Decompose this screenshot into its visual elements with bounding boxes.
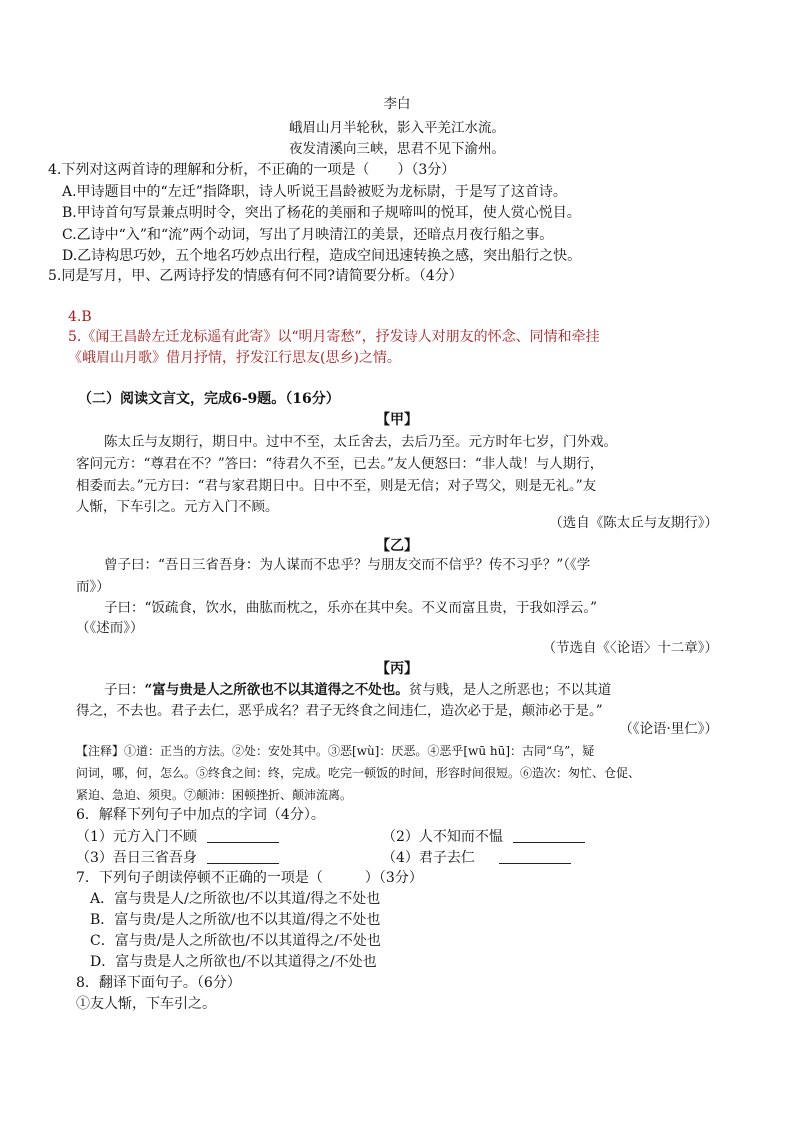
answer-5-line-1: 5.《闻王昌龄左迁龙标遥有此寄》以“明月寄愁”，抒发诗人对朋友的怀念、同情和牵挂 xyxy=(68,329,600,345)
question-7-stem: 7．下列句子朗读停顿不正确的一项是（ ）（3分） xyxy=(76,870,423,886)
passage-bing-source: （《论语·里仁》） xyxy=(619,721,718,737)
question-6-item-3-text: （3）吾日三省吾身 xyxy=(76,850,197,866)
poem-author: 李白 xyxy=(383,96,411,112)
passage-bing-line-1 xyxy=(104,682,611,698)
passage-yi-line: 曾子曰：“吾日三省吾身：为人谋而不忠乎？与朋友交而不信乎？传不习乎？”（《学 xyxy=(104,557,591,573)
question-6-stem: 6．解释下列句子中加点的字词（4分）。 xyxy=(76,807,325,823)
question-6-item-2-text: （2）人不知而不愠 xyxy=(382,829,503,845)
passage-jia-line: 客问元方：“尊君在不？”答曰：“待君久不至，已去。”友人便怒曰：“非人哉！与人期行， xyxy=(76,456,604,472)
passage-yi-line: （《述而》） xyxy=(76,620,144,636)
poem-line-1: 峨眉山月半轮秋，影入平羌江水流。 xyxy=(289,120,505,136)
question-6-item-1 xyxy=(76,828,279,846)
passage-yi-line: 而》） xyxy=(76,579,110,595)
question-4-option-a: A.甲诗题目中的“左迁”指降职，诗人听说王昌龄被贬为龙标尉，于是写了这首诗。 xyxy=(62,184,567,200)
question-6-item-2 xyxy=(382,828,585,846)
passage-bing-speaker: 子曰： xyxy=(104,682,145,698)
passage-bing-mark: 【丙】 xyxy=(376,661,418,677)
notes-line-2: 问词，哪，何，怎么。⑤终食之间：终，完成。吃完一顿饭的时间，形容时间很短。⑥造次：匆忙、仓促、 xyxy=(76,766,641,780)
passage-jia-line: 相委而去。”元方曰：“君与家君期日中。日中不至，则是无信；对子骂父，则是无礼。”友 xyxy=(76,478,597,494)
passage-jia-source: （选自《陈太丘与友期行》） xyxy=(549,515,718,531)
question-4-option-c: C.乙诗中“入”和“流”两个动词，写出了月映清江的美景，还暗点月夜行船之事。 xyxy=(62,227,554,243)
notes-line-1: 【注释】①道：正当的方法。②处：安处其中。③恶[wù]：厌恶。④恶乎[wū hū]：古同“乌”，疑 xyxy=(76,744,595,758)
question-8-stem: 8．翻译下面句子。（6分） xyxy=(76,975,241,991)
question-4-option-d: D.乙诗构思巧妙，五个地名巧妙点出行程，造成空间迅速转换之感，突出船行之快。 xyxy=(62,248,582,264)
answer-blank[interactable] xyxy=(499,849,571,864)
answer-4: 4.B xyxy=(68,309,92,325)
question-8-item-1: ①友人惭，下车引之。 xyxy=(76,996,216,1012)
question-4-option-b: B.甲诗首句写景兼点明时令，突出了杨花的美丽和子规啼叫的悦耳，使人赏心悦目。 xyxy=(62,205,581,221)
passage-bing-line-1-rest: 贫与贱，是人之所恶也；不以其道 xyxy=(408,682,612,698)
passage-jia-mark: 【甲】 xyxy=(376,412,418,428)
passage-yi-source: （节选自《〈论语〉十二章》） xyxy=(542,640,718,656)
passage-bing-bold-quote: “富与贵是人之所欲也不以其道得之不处也。 xyxy=(144,682,409,698)
question-5-stem: 5.同是写月，甲、乙两诗抒发的情感有何不同?请简要分析。（4分） xyxy=(48,268,463,284)
passage-yi-mark: 【乙】 xyxy=(376,538,418,554)
answer-blank[interactable] xyxy=(207,849,279,864)
answer-blank[interactable] xyxy=(513,828,585,843)
question-6-item-4-text: （4）君子去仁 xyxy=(382,850,475,866)
question-4-stem: 4.下列对这两首诗的理解和分析，不正确的一项是（ ）（3分） xyxy=(48,162,456,178)
passage-jia-line: 人惭，下车引之。元方入门不顾。 xyxy=(76,499,279,515)
poem-line-2: 夜发清溪向三峡，思君不见下渝州。 xyxy=(289,141,505,157)
section-2-heading: （二）阅读文言文，完成6-9题。（16分） xyxy=(78,391,340,407)
passage-yi-line: 子曰：“饭疏食，饮水，曲肱而枕之，乐亦在其中矣。不义而富且贵，于我如浮云。” xyxy=(104,600,598,616)
question-6-item-3 xyxy=(76,849,279,867)
question-7-option-b: B．富与贵/是人之所欲/也不以其道/得之不处也 xyxy=(90,912,381,928)
question-6-item-1-text: （1）元方入门不顾 xyxy=(76,829,197,845)
notes-line-3: 紧迫、急迫、须臾。⑦颠沛：困顿挫折、颠沛流离。 xyxy=(76,788,353,802)
question-7-option-c: C．富与贵/是人之所欲也/不以其道得之/不处也 xyxy=(90,933,381,949)
answer-blank[interactable] xyxy=(207,828,279,843)
question-7-option-a: A．富与贵是人/之所欲也/不以其道/得之不处也 xyxy=(90,891,381,907)
question-7-option-d: D．富与贵是人之所欲也/不以其道得之/不处也 xyxy=(90,954,377,970)
passage-jia-line: 陈太丘与友期行，期日中。过中不至，太丘舍去，去后乃至。元方时年七岁，门外戏。 xyxy=(104,434,617,450)
question-6-item-4 xyxy=(382,849,571,867)
answer-5-line-2: 《峨眉山月歌》借月抒情，抒发江行思友(思乡)之情。 xyxy=(68,350,401,366)
passage-bing-line-2: 得之，不去也。君子去仁，恶乎成名？君子无终食之间违仁，造次必于是，颠沛必于是。” xyxy=(76,703,603,719)
